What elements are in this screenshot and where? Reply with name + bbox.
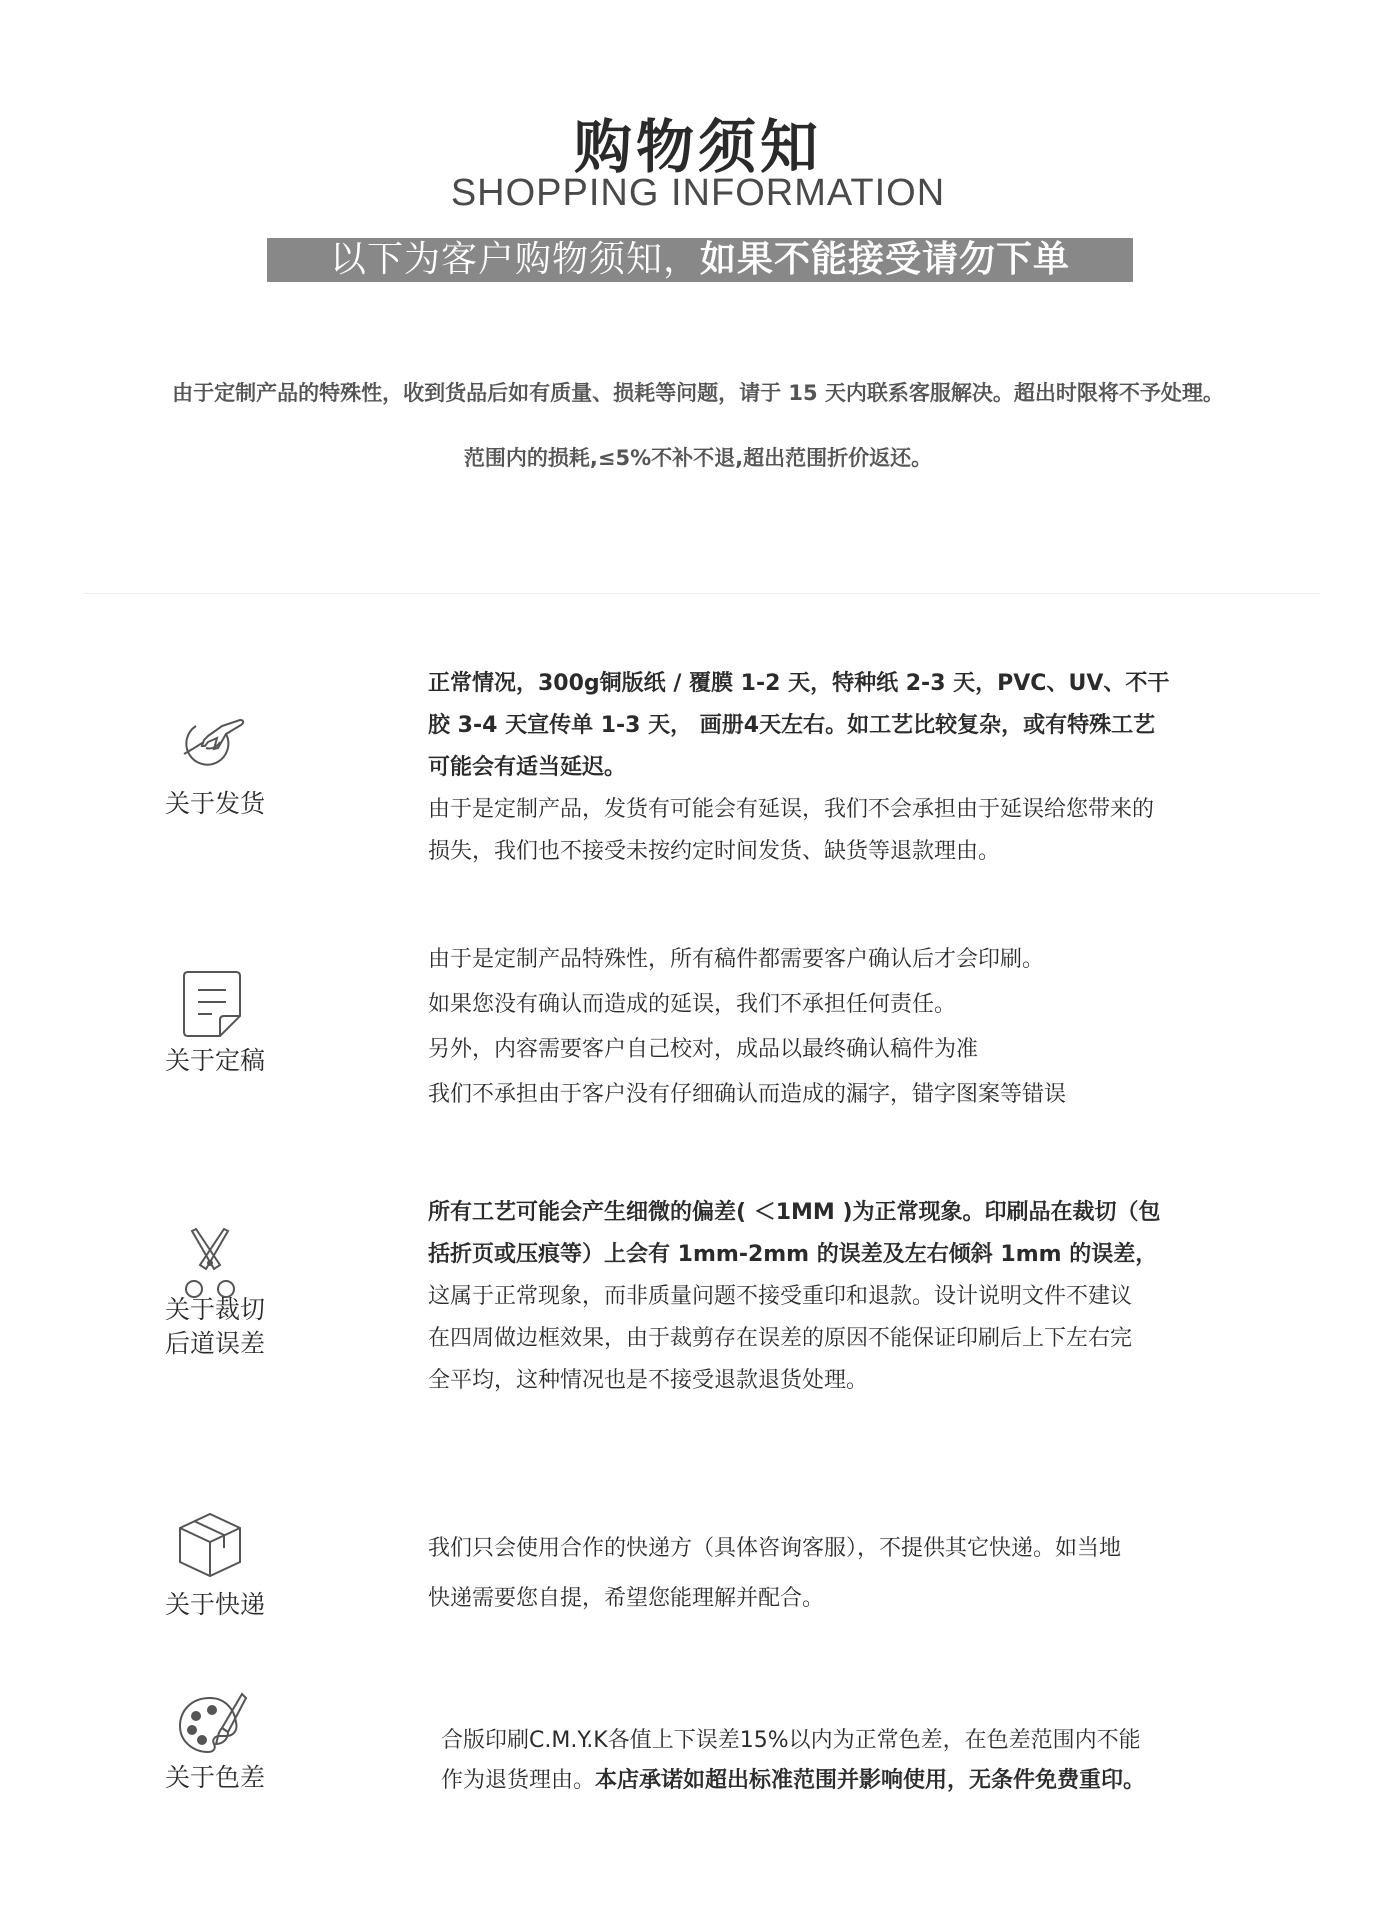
text-normal: 作为退货理由。 xyxy=(441,1768,596,1793)
notice-line-loss: 范围内的损耗,≤5%不补不退,超出范围折价返还。 xyxy=(463,446,933,470)
page-subtitle: SHOPPING INFORMATION xyxy=(450,172,946,214)
document-icon xyxy=(180,970,244,1038)
section-label-express: 关于快递 xyxy=(164,1590,265,1619)
banner-normal-text: 以下为客户购物须知， xyxy=(329,239,700,280)
text-line: 合版印刷C.M.Y.K各值上下误差15%以内为正常色差，在色差范围内不能 xyxy=(441,1728,1141,1753)
text-line: 我们不承担由于客户没有仔细确认而造成的漏字，错字图案等错误 xyxy=(428,1082,1067,1107)
section-label-shipping: 关于发货 xyxy=(164,789,265,818)
text-line: 另外，内容需要客户自己校对，成品以最终确认稿件为准 xyxy=(428,1037,979,1062)
plane-globe-icon xyxy=(178,712,250,772)
text-line: 正常情况，300g铜版纸 / 覆膜 1-2 天，特种纸 2-3 天，PVC、UV、不干 xyxy=(428,671,1170,696)
text-line: 由于是定制产品，发货有可能会有延误，我们不会承担由于延误给您带来的 xyxy=(428,797,1155,822)
section-text-shipping xyxy=(428,663,1278,873)
palette-brush-icon xyxy=(176,1692,248,1758)
section-label-cutting xyxy=(140,1293,290,1361)
section-divider xyxy=(84,593,1320,594)
notice-line-quality: 由于定制产品的特殊性，收到货品后如有质量、损耗等问题，请于 15 天内联系客服解决。超出时限将不予处理。 xyxy=(172,381,1224,405)
text-line: 损失，我们也不接受未按约定时间发货、缺货等退款理由。 xyxy=(428,839,1001,864)
text-line: 可能会有适当延迟。 xyxy=(428,755,627,780)
text-line: 括折页或压痕等）上会有 1mm-2mm 的误差及左右倾斜 1mm 的误差， xyxy=(428,1242,1158,1267)
text-line: 在四周做边框效果，由于裁剪存在误差的原因不能保证印刷后上下左右完 xyxy=(428,1326,1133,1351)
label-line: 后道误差 xyxy=(164,1329,265,1358)
section-text-color xyxy=(441,1721,1291,1801)
text-line: 全平均，这种情况也是不接受退款退货处理。 xyxy=(428,1368,869,1393)
text-line: 我们只会使用合作的快递方（具体咨询客服），不提供其它快递。如当地 xyxy=(428,1536,1122,1561)
text-line: 如果您没有确认而造成的延误，我们不承担任何责任。 xyxy=(428,992,957,1017)
package-box-icon xyxy=(176,1510,244,1580)
banner-bold-text: 如果不能接受请勿下单 xyxy=(700,239,1071,280)
text-line: 这属于正常现象，而非质量问题不接受重印和退款。设计说明文件不建议 xyxy=(428,1284,1133,1309)
page-title: 购物须知 xyxy=(573,113,822,181)
text-line: 由于是定制产品特殊性，所有稿件都需要客户确认后才会印刷。 xyxy=(428,947,1045,972)
text-line: 所有工艺可能会产生细微的偏差( ＜1MM )为正常现象。印刷品在裁切（包 xyxy=(428,1200,1161,1225)
text-line: 快递需要您自提，希望您能理解并配合。 xyxy=(428,1586,825,1611)
scissors-icon xyxy=(180,1227,240,1299)
notice-banner xyxy=(267,238,1133,282)
label-line: 关于裁切 xyxy=(164,1295,265,1324)
text-line xyxy=(441,1761,1291,1801)
section-label-color: 关于色差 xyxy=(164,1763,265,1792)
section-label-proof: 关于定稿 xyxy=(164,1046,265,1075)
text-bold: 本店承诺如超出标准范围并影响使用，无条件免费重印。 xyxy=(595,1768,1146,1793)
text-line: 胶 3-4 天宣传单 1-3 天， 画册4天左右。如工艺比较复杂，或有特殊工艺 xyxy=(428,713,1156,738)
section-text-express xyxy=(428,1524,1278,1624)
section-text-cutting xyxy=(428,1192,1278,1402)
section-text-proof xyxy=(428,937,1278,1117)
